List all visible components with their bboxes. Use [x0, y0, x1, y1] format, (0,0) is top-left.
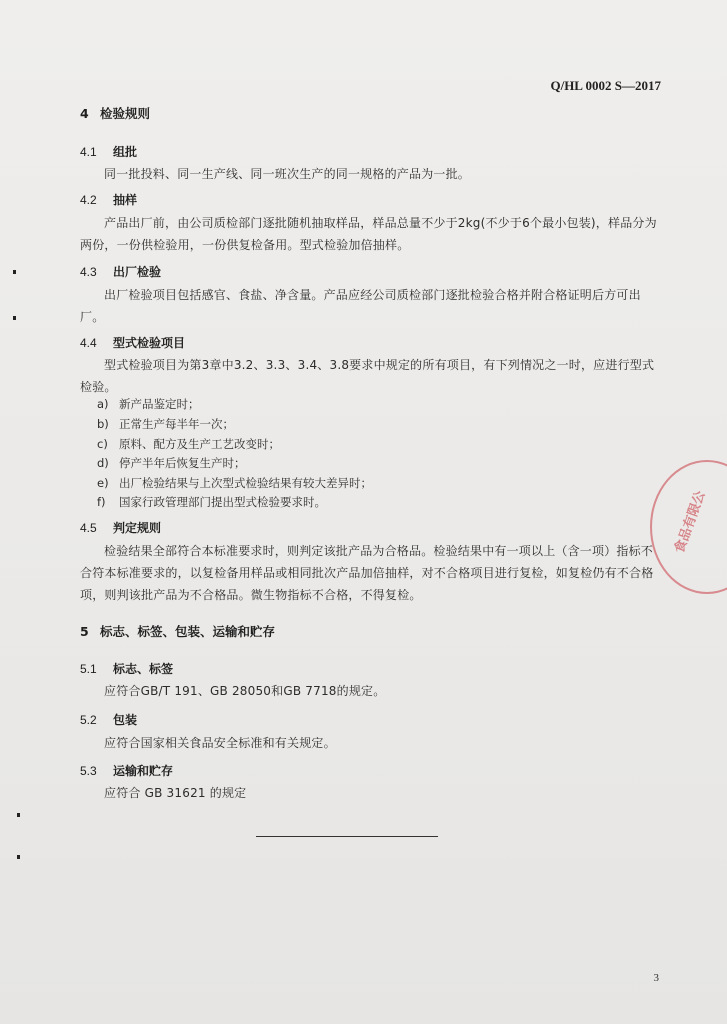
subsection-heading: 5.3 运输和贮存	[80, 764, 174, 778]
subsection-heading: 4.4 型式检验项目	[80, 336, 186, 350]
list-item: c) 原料、配方及生产工艺改变时；	[97, 437, 280, 451]
paragraph: 型式检验项目为第3章中3.2、3.3、3.4、3.8要求中规定的所有项目，有下列情况之一时，应进行型式检验。	[80, 358, 655, 394]
section-title: 检验规则	[100, 106, 151, 121]
list-item: b) 正常生产每半年一次；	[97, 417, 234, 431]
page-number: 3	[653, 972, 659, 984]
paragraph: 同一批投料、同一生产线、同一班次生产的同一规格的产品为一批。	[104, 167, 471, 181]
section-heading	[80, 104, 150, 122]
paragraph: 检验结果全部符合本标准要求时，则判定该批产品为合格品。检验结果中有一项以上（含一项）指标不合符本标准要求的，以复检备用样品或相同批次产品加倍抽样，对不合格项目进行复检，如复检仍有不合格项，则判该批产品为不合格品。微生物指标不合格，不得复检。	[80, 544, 654, 602]
subsection-heading: 4.5 判定规则	[80, 521, 162, 535]
scan-mark	[13, 270, 16, 274]
subsection-heading: 4.1 组批	[80, 145, 138, 159]
subsection-heading: 4.2 抽样	[80, 193, 138, 207]
end-rule	[256, 836, 438, 837]
section-heading: 5 标志、标签、包装、运输和贮存	[80, 624, 276, 639]
company-seal: 食品有限公	[650, 460, 727, 594]
list-item: e) 出厂检验结果与上次型式检验结果有较大差异时；	[97, 476, 372, 490]
scan-mark	[17, 855, 20, 859]
paragraph: 应符合GB/T 191、GB 28050和GB 7718的规定。	[104, 684, 386, 698]
paragraph: 出厂检验项目包括感官、食盐、净含量。产品应经公司质检部门逐批检验合格并附合格证明后方可出厂。	[80, 288, 641, 324]
paragraph: 应符合国家相关食品安全标准和有关规定。	[104, 736, 336, 750]
subsection-heading: 5.2 包装	[80, 713, 138, 727]
list-item: f) 国家行政管理部门提出型式检验要求时。	[97, 495, 326, 509]
scan-mark	[17, 813, 20, 817]
standard-code: Q/HL 0002 S—2017	[550, 78, 661, 93]
section-number: 4	[80, 106, 89, 121]
paragraph: 应符合 GB 31621 的规定	[104, 786, 247, 800]
scan-mark	[13, 316, 16, 320]
list-item: d) 停产半年后恢复生产时；	[97, 456, 246, 470]
subsection-heading: 4.3 出厂检验	[80, 265, 162, 279]
list-item: a) 新产品鉴定时；	[97, 397, 200, 411]
subsection-heading: 5.1 标志、标签	[80, 662, 174, 676]
paragraph: 产品出厂前，由公司质检部门逐批随机抽取样品，样品总量不少于2kg(不少于6个最小包装)，样品分为两份，一份供检验用，一份供复检备用。型式检验加倍抽样。	[80, 216, 657, 252]
